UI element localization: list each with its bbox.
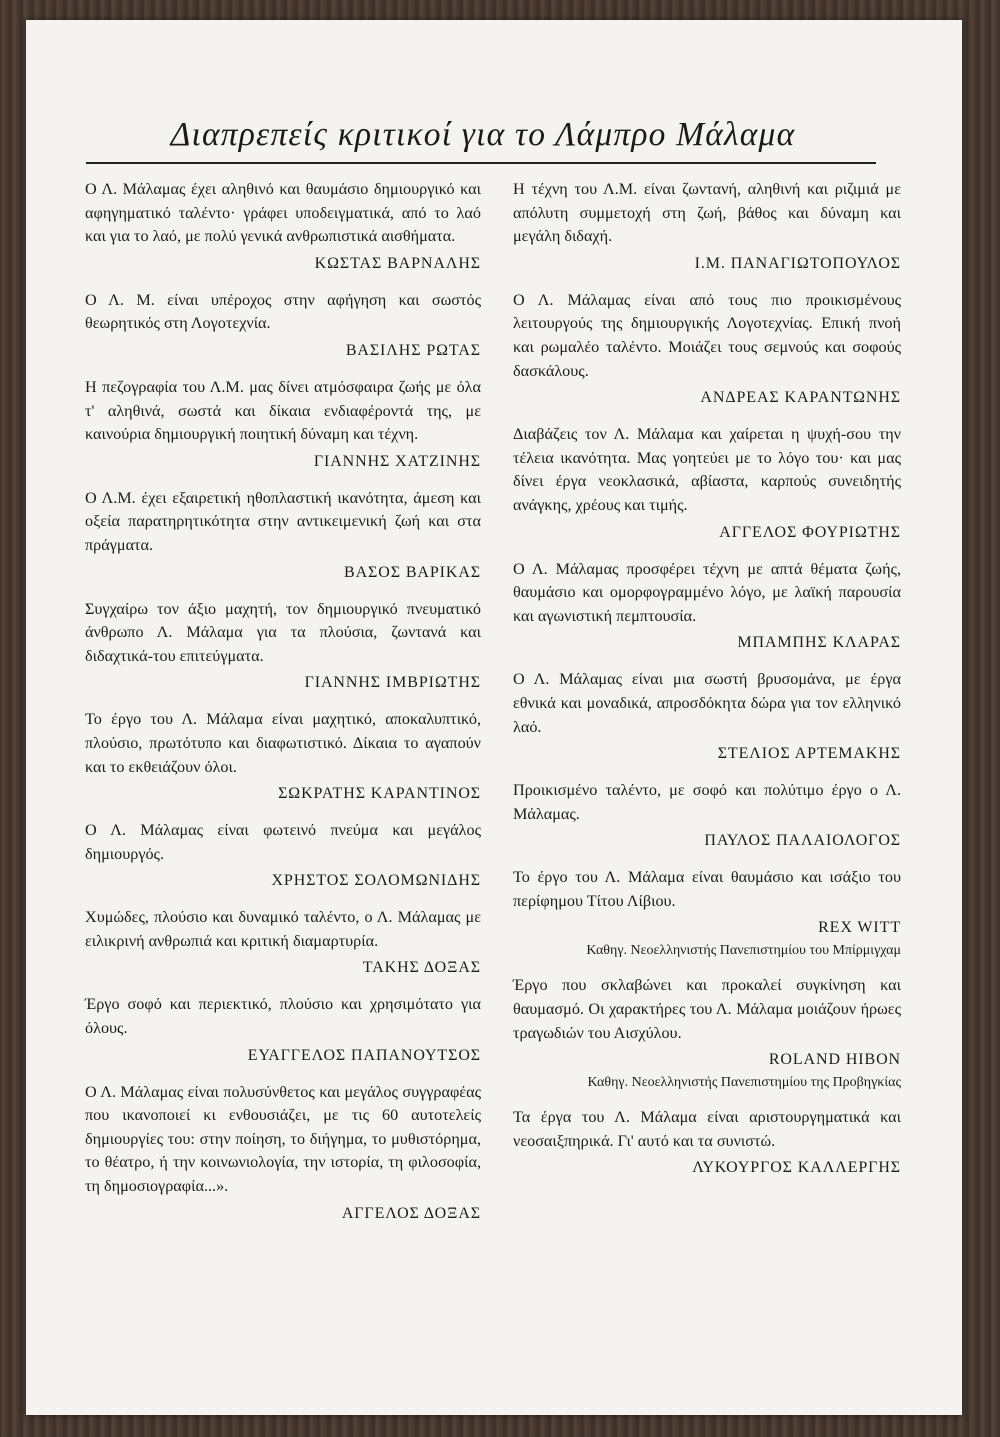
critic-entry xyxy=(85,376,481,473)
critic-quote: Το έργο του Λ. Μάλαμα είναι θαυμάσιο και ισάξιο του περίφημου Τίτου Λίβιου. xyxy=(513,868,901,910)
critic-name: ΣΤΕΛΙΟΣ ΑΡΤΕΜΑΚΗΣ xyxy=(717,745,901,763)
critic-entry xyxy=(513,558,901,655)
critic-name: ΕΥΑΓΓΕΛΟΣ ΠΑΠΑΝΟΥΤΣΟΣ xyxy=(247,1046,481,1064)
critic-entry xyxy=(513,668,901,765)
right-column xyxy=(513,178,901,1193)
critic-entry xyxy=(85,993,481,1066)
critic-quote: Ο Λ. Μ. είναι υπέροχος στην αφήγηση και σωστός θεωρητικός στη Λογοτεχνία. xyxy=(85,290,481,333)
critic-quote: Χυμώδες, πλούσιο και δυναμικό ταλέντο, ο Λ. Μάλαμας με ειλικρινή ανθρωπιά και κριτική διαμαρτυρία. xyxy=(85,908,481,950)
critic-quote: Ο Λ. Μάλαμας είναι πολυσύνθετος και μεγάλος συγγραφέας που ικανοποιεί κι ενθουσιάζει, με τις 60 αυτοτελείς δημιουργίες του: στην ποίηση, το διήγημα, το μυθιστόρημα, το θέατρο, ή την κοινωνιολογία, την ιστορία, τη φιλοσοφία, τη δημοσιογραφία...». xyxy=(85,1082,481,1196)
critic-entry xyxy=(85,178,481,275)
critic-quote: Συγχαίρω τον άξιο μαχητή, τον δημιουργικό πνευματικό άνθρωπο Λ. Μάλαμα για τα πλούσια, ζωντανά και διδαχτικά-του επιτεύγματα. xyxy=(85,599,481,665)
critic-affiliation: Καθηγ. Νεοελληνιστής Πανεπιστημίου του Μπίρμιγχαμ xyxy=(586,943,901,959)
critic-affiliation: Καθηγ. Νεοελληνιστής Πανεπιστημίου της Προβηγκίας xyxy=(587,1075,901,1091)
critic-name: ΛΥΚΟΥΡΓΟΣ ΚΑΛΛΕΡΓΗΣ xyxy=(692,1159,901,1177)
critic-name: ΚΩΣΤΑΣ ΒΑΡΝΑΛΗΣ xyxy=(314,254,481,272)
critic-name: ΣΩΚΡΑΤΗΣ ΚΑΡΑΝΤΙΝΟΣ xyxy=(278,785,481,803)
critic-quote: Ο Λ. Μάλαμας έχει αληθινό και θαυμάσιο δημιουργικό και αφηγηματικό ταλέντο· γράφει υποδειγματικά, από το λαό και για το λαό, με πολύ γενικά ανθρωπιστικά αισθήματα. xyxy=(85,180,481,246)
critic-name: ΧΡΗΣΤΟΣ ΣΟΛΟΜΩΝΙΔΗΣ xyxy=(271,872,481,890)
critic-entry xyxy=(513,178,901,275)
critic-quote: Το έργο του Λ. Μάλαμα είναι μαχητικό, αποκαλυπτικό, πλούσιο, πρωτότυπο και διαφωτιστικό. Δίκαια το αγαπούν και το εκθειάζουν όλοι. xyxy=(85,710,481,776)
critic-name: ΜΠΑΜΠΗΣ ΚΛΑΡΑΣ xyxy=(737,634,901,652)
critic-name: ΓΙΑΝΝΗΣ ΧΑΤΖΙΝΗΣ xyxy=(313,452,481,470)
critic-name: ROLAND HIBON xyxy=(768,1051,901,1069)
critic-entry xyxy=(85,906,481,979)
critic-name: REX WITT xyxy=(818,919,901,937)
critic-quote: Ο Λ. Μάλαμας είναι μια σωστή βρυσομάνα, με έργα εθνικά και μοναδικά, απροσδόκητα δώρα για τον ελληνικό λαό. xyxy=(513,670,901,736)
critic-quote: Η τέχνη του Λ.Μ. είναι ζωντανή, αληθινή και ριζιμιά με απόλυτη συμμετοχή στη ζωή, βάθος και δύναμη και μεγάλη διδαχή. xyxy=(513,180,901,246)
critic-quote: Η πεζογραφία του Λ.Μ. μας δίνει ατμόσφαιρα ζωής με όλα τ' αληθινά, σωστά και δίκαια ενδιαφέροντά της, με καινούρια δημιουργική ποιητική δύναμη και τέχνη. xyxy=(85,377,481,444)
critic-quote: Ο Λ. Μάλαμας είναι από τους πιο προικισμένους λειτουργούς της δημιουργικής Λογοτεχνίας. Επική πνοή και ρωμαλέο ταλέντο. Μοιάζει τους σεμνούς και σοφούς δασκάλους. xyxy=(513,290,901,380)
critic-name: ΑΓΓΕΛΟΣ ΔΟΞΑΣ xyxy=(341,1204,481,1222)
critic-entry xyxy=(85,598,481,695)
critic-entry xyxy=(85,819,481,892)
critic-name: ΑΓΓΕΛΟΣ ΦΟΥΡΙΩΤΗΣ xyxy=(719,523,901,541)
critic-entry xyxy=(513,423,901,543)
critic-entry xyxy=(85,1081,481,1225)
critic-entry xyxy=(513,289,901,409)
critic-quote: Διαβάζεις τον Λ. Μάλαμα και χαίρεται η ψυχή-σου την τέλεια ικανότητα. Μας γοητεύει με το λόγο του· και μας δίνει έργα νεοκλασικά, αβίαστα, καρπούς συνειδητής ανάγκης, χρέους και τιμής. xyxy=(513,425,901,514)
left-column xyxy=(85,178,481,1239)
critic-name: ΠΑΥΛΟΣ ΠΑΛΑΙΟΛΟΓΟΣ xyxy=(704,832,901,850)
critic-quote: Τα έργα του Λ. Μάλαμα είναι αριστουργηματικά και νεοσαιξπηρικά. Γι' αυτό και τα συνιστώ. xyxy=(513,1108,901,1150)
critic-entry xyxy=(513,974,901,1092)
critic-entry xyxy=(85,708,481,805)
critic-quote: Προικισμένο ταλέντο, με σοφό και πολύτιμο έργο ο Λ. Μάλαμας. xyxy=(513,781,901,823)
critic-name: ΓΙΑΝΝΗΣ ΙΜΒΡΙΩΤΗΣ xyxy=(304,674,481,692)
critic-name: ΒΑΣΙΛΗΣ ΡΩΤΑΣ xyxy=(345,341,481,359)
title-divider xyxy=(86,162,876,164)
critic-entry xyxy=(85,289,481,362)
critic-quote: Ο Λ.Μ. έχει εξαιρετική ηθοπλαστική ικανότητα, άμεση και οξεία παρατηρητικότητα στην αντικειμενική ζωή και στα πράγματα. xyxy=(85,488,481,554)
critic-name: ΑΝΔΡΕΑΣ ΚΑΡΑΝΤΩΝΗΣ xyxy=(700,389,901,407)
critic-entry xyxy=(85,487,481,584)
critic-name: Ι.Μ. ΠΑΝΑΓΙΩΤΟΠΟΥΛΟΣ xyxy=(694,254,901,272)
critic-entry xyxy=(513,866,901,960)
critic-quote: Ο Λ. Μάλαμας προσφέρει τέχνη με απτά θέματα ζωής, θαυμάσιο και ομορφογραμμένο λόγο, με λαϊκή παρουσία και αγωνιστική πεμπτουσία. xyxy=(513,559,901,625)
critic-quote: Έργο που σκλαβώνει και προκαλεί συγκίνηση και θαυμασμό. Οι χαρακτήρες του Λ. Μάλαμα μοιάζουν ήρωες τραγωδιών του Αισχύλου. xyxy=(513,976,901,1042)
page-title: Διαπρεπείς κριτικοί για το Λάμπρο Μάλαμα xyxy=(170,116,796,153)
critic-entry xyxy=(513,779,901,852)
critic-entry xyxy=(513,1106,901,1179)
critic-name: ΒΑΣΟΣ ΒΑΡΙΚΑΣ xyxy=(344,563,481,581)
critic-quote: Έργο σοφό και περιεκτικό, πλούσιο και χρησιμότατο για όλους. xyxy=(85,995,481,1038)
critic-quote: Ο Λ. Μάλαμας είναι φωτεινό πνεύμα και μεγάλος δημιουργός. xyxy=(85,821,481,863)
critic-name: ΤΑΚΗΣ ΔΟΞΑΣ xyxy=(362,959,481,977)
